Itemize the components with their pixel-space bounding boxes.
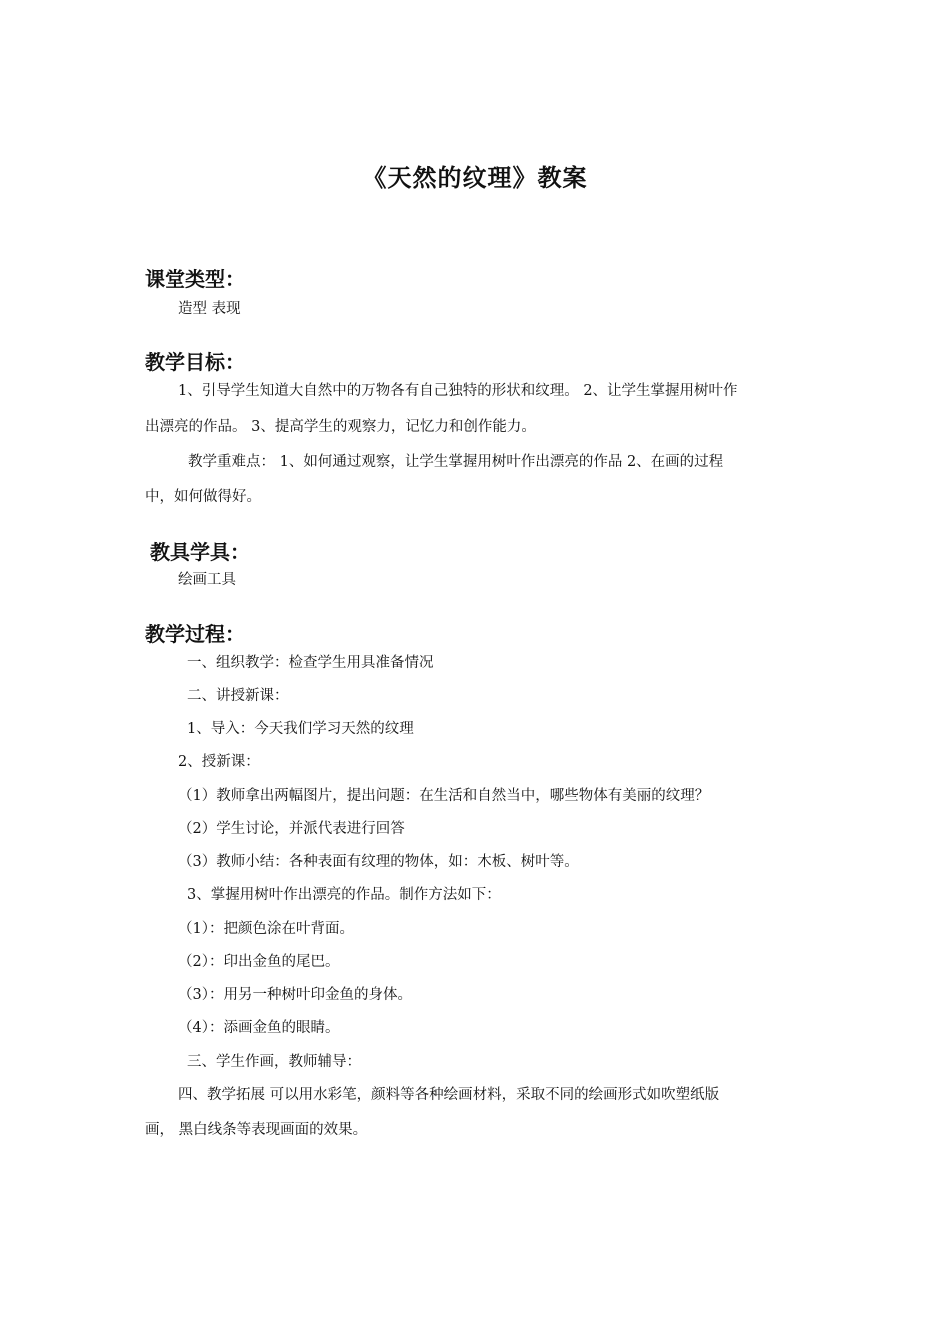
- objectives-line-1: 1、引导学生知道大自然中的万物各有自己独特的形状和纹理。 2、让学生掌握用树叶作: [178, 383, 738, 399]
- document-title: 《天然的纹理》教案: [362, 164, 588, 192]
- process-line: （2）：印出金鱼的尾巴。: [178, 954, 340, 970]
- lesson-type-text: 造型 表现: [178, 301, 241, 317]
- process-line: 四、教学拓展 可以用水彩笔，颜料等各种绘画材料，采取不同的绘画形式如吹塑纸版: [178, 1087, 720, 1103]
- objectives-line-4: 中，如何做得好。: [145, 489, 261, 505]
- process-line: 三、学生作画，教师辅导：: [187, 1054, 361, 1070]
- heading-lesson-type: 课堂类型：: [145, 267, 245, 291]
- process-line: 1、导入：今天我们学习天然的纹理: [187, 721, 414, 737]
- process-line: 3、掌握用树叶作出漂亮的作品。制作方法如下：: [187, 887, 501, 903]
- process-line: 一、组织教学：检查学生用具准备情况: [187, 655, 434, 671]
- process-line: （1）教师拿出两幅图片，提出问题：在生活和自然当中，哪些物体有美丽的纹理？: [178, 788, 710, 804]
- heading-tools: 教具学具：: [150, 540, 250, 564]
- tools-text: 绘画工具: [178, 572, 236, 588]
- process-line: 2、授新课：: [178, 754, 260, 770]
- process-line: （4）：添画金鱼的眼睛。: [178, 1020, 340, 1036]
- process-line: （3）教师小结：各种表面有纹理的物体，如：木板、树叶等。: [178, 854, 579, 870]
- process-line: 二、讲授新课：: [187, 688, 289, 704]
- heading-process: 教学过程：: [145, 622, 245, 646]
- process-line: （1）：把颜色涂在叶背面。: [178, 921, 354, 937]
- objectives-line-2: 出漂亮的作品。 3、提高学生的观察力，记忆力和创作能力。: [145, 419, 536, 435]
- heading-objectives: 教学目标：: [145, 350, 245, 374]
- objectives-line-3: 教学重难点： 1、如何通过观察，让学生掌握用树叶作出漂亮的作品 2、在画的过程: [188, 454, 724, 470]
- process-line: （3）：用另一种树叶印金鱼的身体。: [178, 987, 412, 1003]
- process-line: （2）学生讨论，并派代表进行回答: [178, 821, 405, 837]
- process-line: 画， 黑白线条等表现画面的效果。: [145, 1122, 368, 1138]
